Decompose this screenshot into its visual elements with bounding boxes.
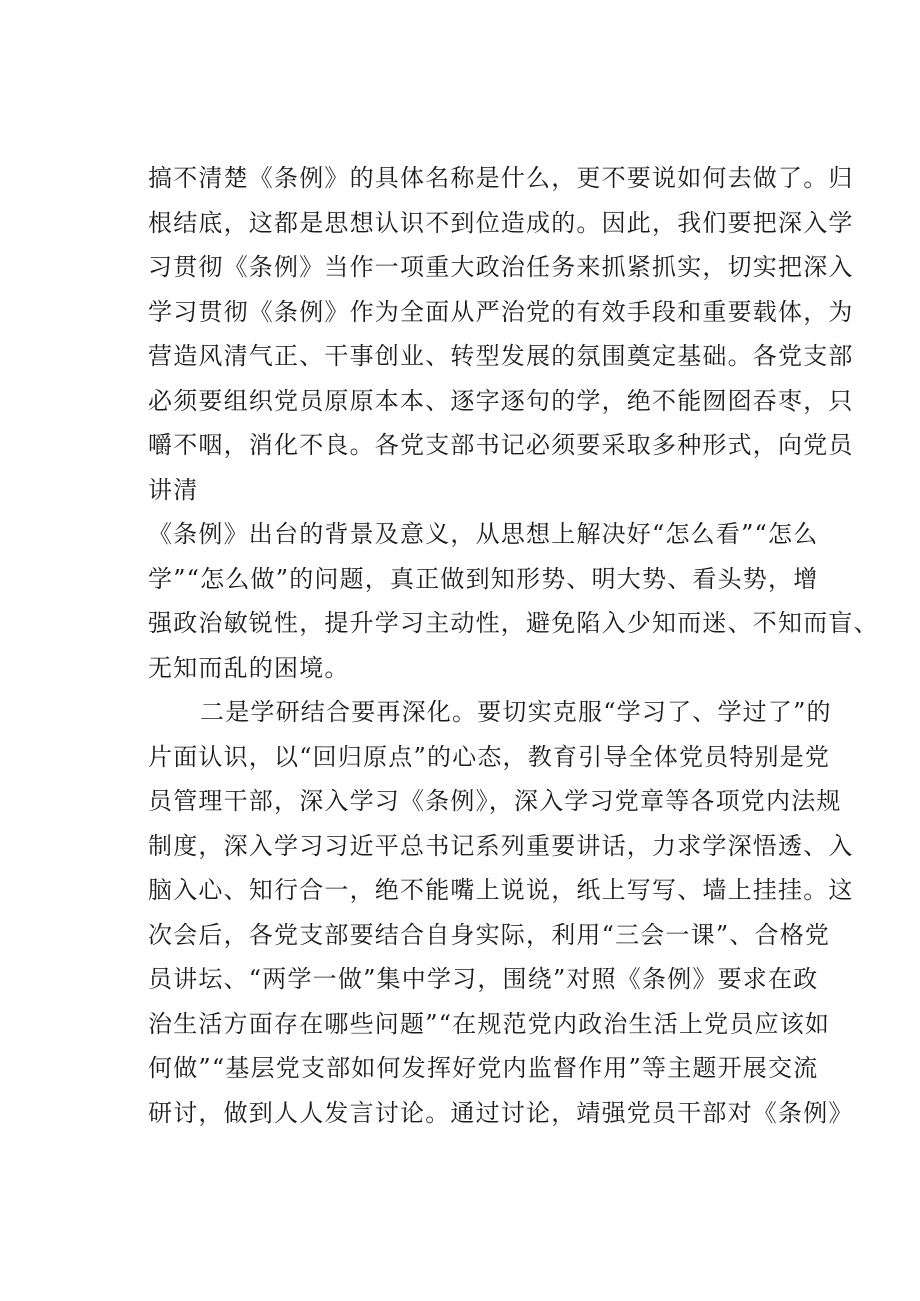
text-line: 讲清 bbox=[148, 475, 199, 504]
text-line: 员管理干部，深入学习《条例》，深入学习党章等各项党内法规 bbox=[148, 787, 842, 815]
text-line: 根结底，这都是思想认识不到位造成的。因此，我们要把深入学 bbox=[148, 208, 854, 237]
text-line: 研讨，做到人人发言讨论。通过讨论，靖强党员干部对《条例》 bbox=[148, 1098, 854, 1127]
text-line: 脑入心、知行合一，绝不能嘴上说说，纸上写写、墙上挂挂。这 bbox=[148, 876, 854, 904]
text-line: 必须要组织党员原原本本、逐字逐句的学，绝不能囫囵吞枣，只 bbox=[148, 386, 854, 415]
text-line: 制度，深入学习习近平总书记系列重要讲话，力求学深悟透、入 bbox=[148, 831, 854, 860]
text-line: 营造风清气正、干事创业、转型发展的氛围奠定基础。各党支部 bbox=[148, 342, 854, 370]
text-line: 习贯彻《条例》当作一项重大政治任务来抓紧抓实，切实把深入 bbox=[148, 253, 854, 281]
text-line: 员讲坛、“两学一做”集中学习，围绕”对照《条例》要求在政 bbox=[148, 965, 819, 993]
text-line: 强政治敏锐性，提升学习主动性，避免陷入少知而迷、不知而盲、 bbox=[148, 609, 879, 637]
text-line: 何做”“基层党支部如何发挥好党内监督作用”等主题开展交流 bbox=[148, 1054, 819, 1082]
text-line: 片面认识，以“回归原点”的心态，教育引导全体党员特别是党 bbox=[148, 742, 831, 771]
text-line: 学习贯彻《条例》作为全面从严治党的有效手段和重要载体，为 bbox=[148, 297, 854, 326]
text-line: 学”“怎么做”的问题，真正做到知形势、明大势、看头势，增 bbox=[148, 564, 819, 593]
text-line: 搞不清楚《条例》的具体名称是什么，更不要说如何去做了。归 bbox=[148, 164, 854, 192]
body-text bbox=[148, 156, 879, 1135]
text-line: 次会后，各党支部要结合自身实际，利用“三会一课”、合格党 bbox=[148, 920, 831, 949]
text-line: 治生活方面存在哪些问题”“在规范党内政治生活上党员应该如 bbox=[148, 1009, 831, 1038]
text-line: 嚼不咽，消化不良。各党支部书记必须要采取多种形式，向党员 bbox=[148, 431, 854, 459]
paragraph-start-line: 二是学研结合要再深化。要切实克服“学习了、学过了”的 bbox=[200, 698, 832, 726]
text-line: 《条例》出台的背景及意义，从思想上解决好“怎么看”“怎么 bbox=[148, 520, 819, 548]
text-line: 无知而乱的困境。 bbox=[148, 653, 350, 682]
